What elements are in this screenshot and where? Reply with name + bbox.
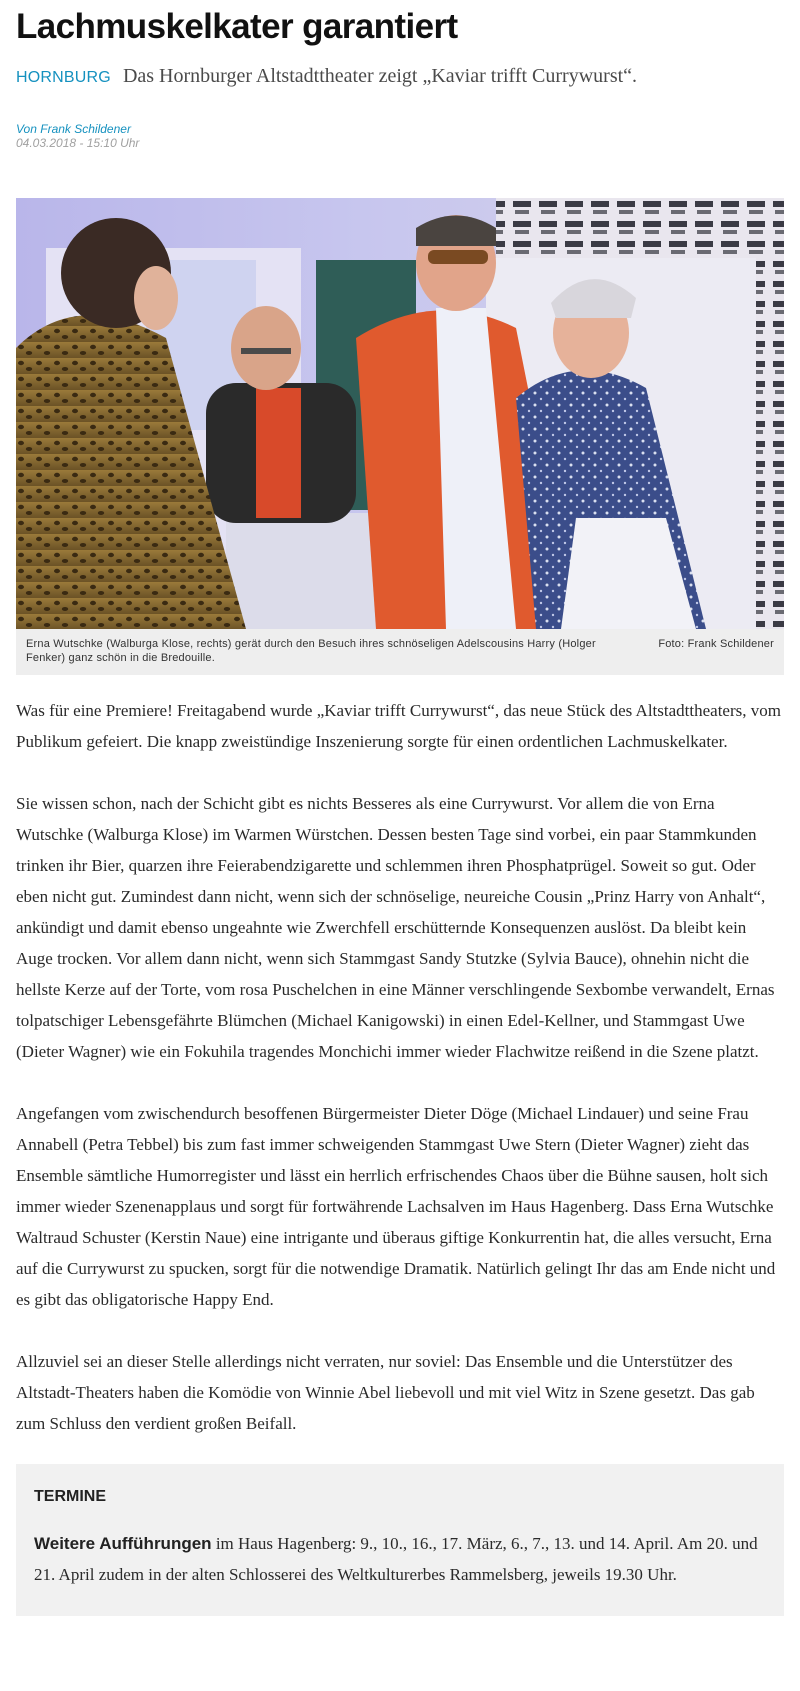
- body-paragraph: Allzuviel sei an dieser Stelle allerdings nicht verraten, nur soviel: Das Ensemble und die Unterstützer des Altstadt-Theaters haben die Komödie von Winnie Abel liebevoll und mit viel Witz in Szene gesetzt. Das gab zum Schluss den verdient großen Beifall.: [16, 1352, 755, 1433]
- article-body: [16, 695, 784, 1439]
- article-headline: Lachmuskelkater garantiert: [16, 7, 458, 46]
- image-caption: Erna Wutschke (Walburga Klose, rechts) gerät durch den Besuch ihres schnöseligen Adelscousins Harry (Holger Fenker) ganz schön in die Bredouille.: [26, 638, 596, 664]
- article-teaser: Das Hornburger Altstadttheater zeigt „Kaviar trifft Currywurst“.: [122, 65, 638, 87]
- termine-box: [16, 1464, 784, 1616]
- termine-title: TERMINE: [34, 1488, 106, 1505]
- author-link[interactable]: Von Frank Schildener: [16, 122, 131, 136]
- body-paragraph: Sie wissen schon, nach der Schicht gibt es nichts Besseres als eine Currywurst. Vor allem die von Erna Wutschke (Walburga Klose) im Warmen Würstchen. Dessen besten Tage sind vorbei, ein paar Stammkunden trinken ihr Bier, quarzen ihre Feierabendzigarette und schlemmen ihren Phosphatprügel. Soweit so gut. Oder eben nicht gut. Zumindest dann nicht, wenn sich der schnöselige, neureiche Cousin „Prinz Harry von Anhalt“, ankündigt und damit ebenso ungeahnte wie Zwerchfell erschütternde Konsequenzen auslöst. Da bleibt kein Auge trocken. Vor allem dann nicht, wenn sich Stammgast Sandy Stutzke (Sylvia Bauce), ohnehin nicht die hellste Kerze auf der Torte, vom rosa Puschelchen in eine Männer verschlingende Sexbombe verwandelt, Ernas tolpatschiger Lebensgefährte Blümchen (Michael Kanigowski) in einen Edel-Kellner, und Stammgast Uwe (Dieter Wagner) wie ein Fokuhila tragendes Monchichi immer wieder Flachwitze reißend in die Szene platzt.: [16, 794, 775, 1061]
- location-kicker[interactable]: HORNBURG: [16, 69, 111, 86]
- kicker-row: [16, 64, 784, 90]
- termine-details: im Haus Hagenberg: 9., 10., 16., 17. März, 6., 7., 13. und 14. April. Am 20. und 21. April zudem in der alten Schlosserei des Weltkulturerbes Rammelsberg, jeweils 19.30 Uhr.: [34, 1534, 758, 1584]
- body-paragraph: Was für eine Premiere! Freitagabend wurde „Kaviar trifft Currywurst“, das neue Stück des Altstadttheaters, vom Publikum gefeiert. Die knapp zweistündige Inszenierung sorgte für einen ordentlichen Lachmuskelkater.: [16, 701, 781, 751]
- article-photo[interactable]: [16, 198, 784, 629]
- termine-text: [34, 1528, 766, 1590]
- image-caption-box: [16, 629, 784, 675]
- publish-date: 04.03.2018 - 15:10 Uhr: [16, 136, 140, 150]
- article-figure: [16, 198, 784, 675]
- termine-lead: Weitere Aufführungen: [34, 1534, 212, 1553]
- photo-credit: Foto: Frank Schildener: [658, 638, 774, 650]
- body-paragraph: Angefangen vom zwischendurch besoffenen Bürgermeister Dieter Döge (Michael Lindauer) und seine Frau Annabell (Petra Tebbel) bis zum fast immer schweigenden Stammgast Uwe Stern (Dieter Wagner) zieht das Ensemble sämtliche Humorregister und lässt ein herrlich erfrischendes Chaos über die Bühne sausen, holt sich immer wieder Szenenapplaus und sorgt für fortwährende Lachsalven im Haus Hagenberg. Dass Erna Wutschke Waltraud Schuster (Kerstin Naue) eine intrigante und überaus giftige Konkurrentin hat, die alles versucht, Erna auf die Currywurst zu spucken, sorgt für die notwendige Dramatik. Natürlich gelingt Ihr das am Ende nicht und es gibt das obligatorische Happy End.: [16, 1104, 776, 1309]
